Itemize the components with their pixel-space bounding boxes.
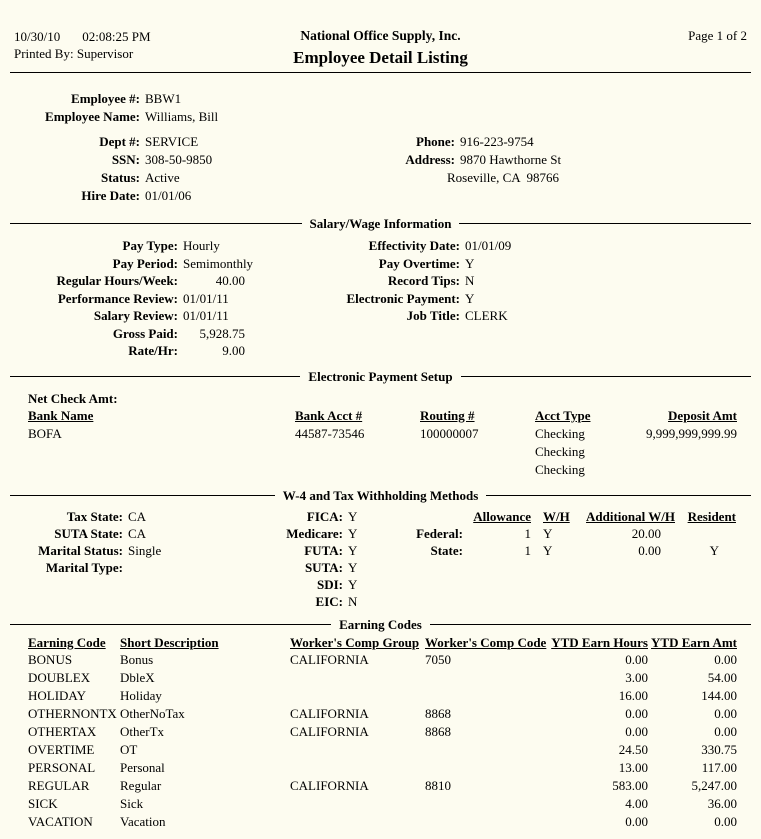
field-row — [28, 133, 328, 151]
earnings-table-row — [28, 741, 737, 759]
bank-name-header: Bank Name — [28, 407, 94, 423]
performance-review-label: Performance Review: — [57, 290, 178, 306]
short-description-cell: OT — [120, 741, 138, 757]
field-row — [318, 307, 511, 325]
routing-cell: 100000007 — [420, 425, 479, 441]
field-row — [28, 169, 328, 187]
earnings-table-rows — [28, 651, 737, 831]
field-row — [28, 542, 228, 559]
state-allowance: 1 — [524, 542, 531, 558]
short-description-cell: Holiday — [120, 687, 162, 703]
earnings-table-row — [28, 669, 737, 687]
federal-wh: Y — [543, 525, 553, 541]
field-row — [228, 542, 393, 559]
ytd-earn-hours-cell: 4.00 — [625, 795, 648, 811]
print-info — [14, 28, 214, 68]
bank-table — [0, 407, 761, 479]
electronic-payment-label: Electronic Payment: — [346, 290, 460, 306]
marital-type-value — [128, 559, 228, 576]
w4-withholding-table — [393, 508, 736, 610]
ytd-earn-amt-cell: 330.75 — [701, 741, 737, 757]
pay-type-label: Pay Type: — [122, 238, 178, 253]
print-time: 02:08:25 PM — [82, 29, 151, 44]
company-name: National Office Supply, Inc. — [300, 28, 461, 43]
state-additional-wh: 0.00 — [638, 542, 661, 558]
acct-type-header: Acct Type — [535, 407, 591, 423]
field-row — [318, 272, 511, 290]
section-title-salary: Salary/Wage Information — [309, 216, 452, 231]
workers-comp-code-cell — [425, 795, 548, 813]
ytd-earn-amt-cell: 117.00 — [701, 759, 737, 775]
print-datetime — [14, 28, 214, 45]
workers-comp-group-cell — [290, 795, 425, 813]
bank-name-cell — [28, 443, 295, 461]
status-label: Status: — [100, 170, 140, 185]
earnings-table-row — [28, 813, 737, 831]
ytd-earn-hours-cell: 3.00 — [625, 669, 648, 685]
earnings-table-row — [28, 795, 737, 813]
acct-type-cell: Checking — [535, 425, 585, 441]
earnings-table-row — [28, 759, 737, 777]
address-value: 9870 Hawthorne St — [460, 152, 562, 167]
sdi-label: SDI: — [316, 576, 343, 592]
bank-table-row — [28, 461, 737, 479]
ytd-earn-amt-cell: 54.00 — [707, 669, 737, 685]
field-row — [318, 290, 511, 308]
earnings-table-row — [28, 777, 737, 795]
w4-federal-row — [393, 525, 736, 542]
deposit-amt-cell: 9,999,999,999.99 — [646, 425, 737, 441]
workers-comp-group-cell: CALIFORNIA — [290, 723, 369, 739]
workers-comp-group-cell — [290, 687, 425, 705]
field-row — [28, 187, 328, 205]
print-date: 10/30/10 — [14, 29, 61, 44]
report-header — [0, 0, 761, 70]
electronic-payment-value: Y — [465, 290, 475, 306]
employee-name-value: Williams, Bill — [145, 109, 219, 124]
workers-comp-group-header: Worker's Comp Group — [290, 634, 420, 650]
ssn-label: SSN: — [111, 152, 140, 167]
w4-middle — [228, 508, 393, 610]
routing-cell — [420, 461, 535, 479]
short-description-cell: Vacation — [120, 813, 166, 829]
acct-type-cell: Checking — [535, 461, 585, 477]
field-row — [328, 151, 561, 169]
workers-comp-group-cell — [290, 669, 425, 687]
report-title: Employee Detail Listing — [293, 48, 468, 67]
w4-state-row — [393, 542, 736, 559]
field-row — [228, 576, 393, 593]
w4-table-header — [393, 508, 736, 525]
w4-section — [0, 508, 761, 610]
field-row — [28, 325, 318, 343]
job-title-label: Job Title: — [406, 308, 460, 323]
section-divider-w4 — [10, 487, 751, 504]
ssn-value: 308-50-9850 — [145, 152, 213, 167]
field-row — [318, 237, 511, 255]
ytd-earn-hours-cell: 0.00 — [625, 705, 648, 721]
ytd-earn-amt-cell: 0.00 — [714, 651, 737, 667]
workers-comp-group-cell: CALIFORNIA — [290, 705, 369, 721]
bank-table-rows — [28, 425, 737, 479]
ytd-earn-hours-cell: 0.00 — [625, 651, 648, 667]
pay-type-value: Hourly — [183, 238, 220, 253]
ytd-earn-hours-cell: 0.00 — [625, 813, 648, 829]
salary-right — [318, 237, 511, 360]
pay-overtime-label: Pay Overtime: — [378, 255, 460, 271]
salary-review-value: 01/01/11 — [183, 308, 229, 323]
eic-value: N — [348, 593, 358, 609]
section-divider-salary — [10, 215, 751, 232]
federal-label: Federal: — [416, 525, 463, 541]
earnings-table-header — [28, 634, 737, 651]
ytd-earn-amt-cell: 5,247.00 — [691, 777, 737, 793]
field-row — [28, 307, 318, 325]
earning-code-cell: DOUBLEX — [28, 669, 91, 685]
eic-label: EIC: — [315, 593, 343, 609]
ytd-earn-hours-cell: 583.00 — [612, 777, 648, 793]
printed-by-label: Printed By: — [14, 46, 74, 61]
employee-details-left — [28, 133, 328, 205]
suta-state-value: CA — [128, 525, 147, 541]
bank-table-row — [28, 425, 737, 443]
futa-value: Y — [348, 542, 358, 558]
field-row — [228, 593, 393, 610]
record-tips-value: N — [465, 273, 475, 288]
earning-code-cell: BONUS — [28, 651, 73, 667]
earning-code-cell: PERSONAL — [28, 759, 96, 775]
state-resident: Y — [709, 542, 719, 558]
earning-code-cell: REGULAR — [28, 777, 90, 793]
fica-value: Y — [348, 508, 358, 524]
earning-code-cell: HOLIDAY — [28, 687, 87, 703]
workers-comp-code-cell: 8810 — [425, 777, 451, 793]
ytd-earn-amt-cell: 0.00 — [714, 723, 737, 739]
workers-comp-group-cell — [290, 813, 425, 831]
workers-comp-group-cell: CALIFORNIA — [290, 777, 369, 793]
field-row — [318, 255, 511, 273]
additional-wh-header: Additional W/H — [586, 508, 675, 524]
marital-status-label: Marital Status: — [38, 542, 123, 558]
tax-state-value: CA — [128, 508, 147, 524]
dept-label: Dept #: — [99, 134, 140, 149]
ytd-earn-hours-cell: 16.00 — [618, 687, 648, 703]
record-tips-label: Record Tips: — [387, 273, 460, 288]
employee-number-value: BBW1 — [145, 91, 182, 106]
field-row — [328, 169, 561, 187]
bank-acct-cell — [295, 443, 420, 461]
performance-review-value: 01/01/11 — [183, 290, 229, 306]
routing-header: Routing # — [420, 407, 475, 423]
employee-name-label: Employee Name: — [45, 109, 140, 124]
earning-code-cell: OTHERNONTX — [28, 705, 117, 721]
earning-code-cell: OVERTIME — [28, 741, 95, 757]
regular-hours-label: Regular Hours/Week: — [56, 273, 178, 288]
resident-header: Resident — [687, 508, 736, 524]
field-row — [28, 559, 228, 576]
dept-value: SERVICE — [145, 134, 199, 149]
field-row — [228, 525, 393, 542]
federal-resident — [675, 525, 736, 542]
effectivity-date-value: 01/01/09 — [465, 238, 512, 253]
employee-details — [0, 133, 761, 205]
section-title-earnings: Earning Codes — [339, 616, 422, 632]
phone-value: 916-223-9754 — [460, 134, 534, 149]
bank-table-header — [28, 407, 737, 425]
workers-comp-code-cell: 8868 — [425, 723, 451, 739]
short-description-cell: OtherNoTax — [120, 705, 185, 721]
section-divider-earnings — [10, 616, 751, 633]
gross-paid-label: Gross Paid: — [112, 325, 178, 341]
marital-type-label: Marital Type: — [45, 559, 123, 575]
earnings-table-row — [28, 651, 737, 669]
federal-additional-wh: 20.00 — [631, 525, 661, 541]
printed-by — [14, 45, 214, 62]
field-row — [28, 525, 228, 542]
state-wh: Y — [543, 542, 553, 558]
allowance-header: Allowance — [473, 508, 531, 524]
earning-code-cell: VACATION — [28, 813, 93, 829]
regular-hours-value: 40.00 — [215, 273, 245, 288]
federal-allowance: 1 — [524, 525, 531, 541]
employee-details-right — [328, 133, 561, 205]
pay-overtime-value: Y — [465, 255, 475, 271]
workers-comp-group-cell — [290, 759, 425, 777]
pay-period-value: Semimonthly — [183, 255, 254, 271]
fica-label: FICA: — [306, 508, 343, 524]
ytd-earn-amt-cell: 144.00 — [701, 687, 737, 703]
field-row — [28, 508, 228, 525]
section-title-payment: Electronic Payment Setup — [308, 368, 453, 384]
section-divider-payment — [10, 368, 751, 385]
medicare-value: Y — [348, 525, 358, 541]
w4-header-spacer — [393, 508, 463, 525]
workers-comp-code-cell — [425, 813, 548, 831]
workers-comp-code-header: Worker's Comp Code — [425, 634, 547, 650]
ytd-earn-amt-cell: 0.00 — [714, 705, 737, 721]
wh-header: W/H — [543, 508, 570, 524]
workers-comp-code-cell: 8868 — [425, 705, 451, 721]
w4-left — [28, 508, 228, 610]
ytd-earn-hours-header: YTD Earn Hours — [551, 634, 648, 650]
phone-label: Phone: — [416, 134, 455, 149]
net-check-amt-label: Net Check Amt: — [28, 390, 118, 406]
gross-paid-value: 5,928.75 — [199, 325, 245, 341]
tax-state-label: Tax State: — [66, 508, 123, 524]
field-row — [28, 342, 318, 360]
futa-label: FUTA: — [304, 542, 343, 558]
bank-name-cell — [28, 461, 295, 479]
short-description-cell: Regular — [120, 777, 162, 793]
status-value: Active — [145, 170, 180, 185]
marital-status-value: Single — [128, 542, 162, 558]
short-description-cell: Personal — [120, 759, 165, 775]
short-description-cell: Bonus — [120, 651, 154, 667]
earnings-table-row — [28, 723, 737, 741]
field-row — [28, 290, 318, 308]
workers-comp-code-cell: 7050 — [425, 651, 451, 667]
workers-comp-code-cell — [425, 741, 548, 759]
field-row — [28, 237, 318, 255]
bank-acct-header: Bank Acct # — [295, 407, 363, 423]
bank-table-row — [28, 443, 737, 461]
ytd-earn-amt-cell: 0.00 — [714, 813, 737, 829]
workers-comp-group-cell — [290, 741, 425, 759]
field-row — [228, 559, 393, 576]
ytd-earn-hours-cell: 13.00 — [618, 759, 648, 775]
earning-code-header: Earning Code — [28, 634, 106, 650]
deposit-amt-cell — [635, 443, 737, 461]
ytd-earn-hours-cell: 0.00 — [625, 723, 648, 739]
field-row — [28, 272, 318, 290]
earnings-table-row — [28, 705, 737, 723]
acct-type-cell: Checking — [535, 443, 585, 459]
bank-acct-cell — [295, 461, 420, 479]
workers-comp-code-cell — [425, 759, 548, 777]
hire-date-value: 01/01/06 — [145, 188, 192, 203]
field-row — [28, 90, 761, 108]
ytd-earn-amt-header: YTD Earn Amt — [651, 634, 737, 650]
field-row — [28, 108, 761, 126]
field-row — [28, 151, 328, 169]
suta-value: Y — [348, 559, 358, 575]
short-description-cell: Sick — [120, 795, 144, 811]
printed-by-value: Supervisor — [76, 46, 134, 61]
salary-review-label: Salary Review: — [93, 308, 178, 323]
workers-comp-code-cell — [425, 687, 548, 705]
field-row — [328, 133, 561, 151]
workers-comp-group-cell: CALIFORNIA — [290, 651, 369, 667]
page-indicator: Page 1 of 2 — [688, 28, 747, 43]
short-description-cell: OtherTx — [120, 723, 165, 739]
deposit-amt-cell — [635, 461, 737, 479]
short-description-header: Short Description — [120, 634, 219, 650]
hire-date-label: Hire Date: — [81, 188, 140, 203]
bank-acct-cell: 44587-73546 — [295, 425, 365, 441]
medicare-label: Medicare: — [286, 525, 343, 541]
address-label: Address: — [405, 152, 455, 167]
job-title-value: CLERK — [465, 308, 508, 323]
earning-code-cell: SICK — [28, 795, 58, 811]
state-label: State: — [430, 542, 463, 558]
ytd-earn-amt-cell: 36.00 — [707, 795, 737, 811]
earnings-table — [0, 634, 761, 831]
report-titles — [214, 28, 547, 68]
sdi-value: Y — [348, 576, 358, 592]
employee-number-label: Employee #: — [71, 91, 140, 106]
salary-left — [28, 237, 318, 360]
suta-label: SUTA: — [304, 559, 343, 575]
header-rule — [10, 72, 751, 73]
ytd-earn-hours-cell: 24.50 — [618, 741, 648, 757]
employee-identity — [0, 90, 761, 126]
field-row — [228, 508, 393, 525]
earning-code-cell: OTHERTAX — [28, 723, 97, 739]
earnings-table-row — [28, 687, 737, 705]
deposit-amt-header: Deposit Amt — [668, 407, 737, 423]
section-title-w4: W-4 and Tax Withholding Methods — [282, 487, 479, 503]
effectivity-date-label: Effectivity Date: — [368, 238, 460, 253]
city-value: Roseville, CA 98766 — [447, 170, 559, 185]
routing-cell — [420, 443, 535, 461]
field-row — [28, 255, 318, 273]
bank-name-cell: BOFA — [28, 425, 62, 441]
workers-comp-code-cell — [425, 669, 548, 687]
pay-period-label: Pay Period: — [112, 255, 178, 271]
city-label-spacer — [328, 169, 455, 187]
rate-hr-value: 9.00 — [222, 343, 245, 358]
suta-state-label: SUTA State: — [54, 525, 123, 541]
short-description-cell: DbleX — [120, 669, 155, 685]
rate-hr-label: Rate/Hr: — [128, 343, 178, 358]
salary-section — [0, 237, 761, 360]
